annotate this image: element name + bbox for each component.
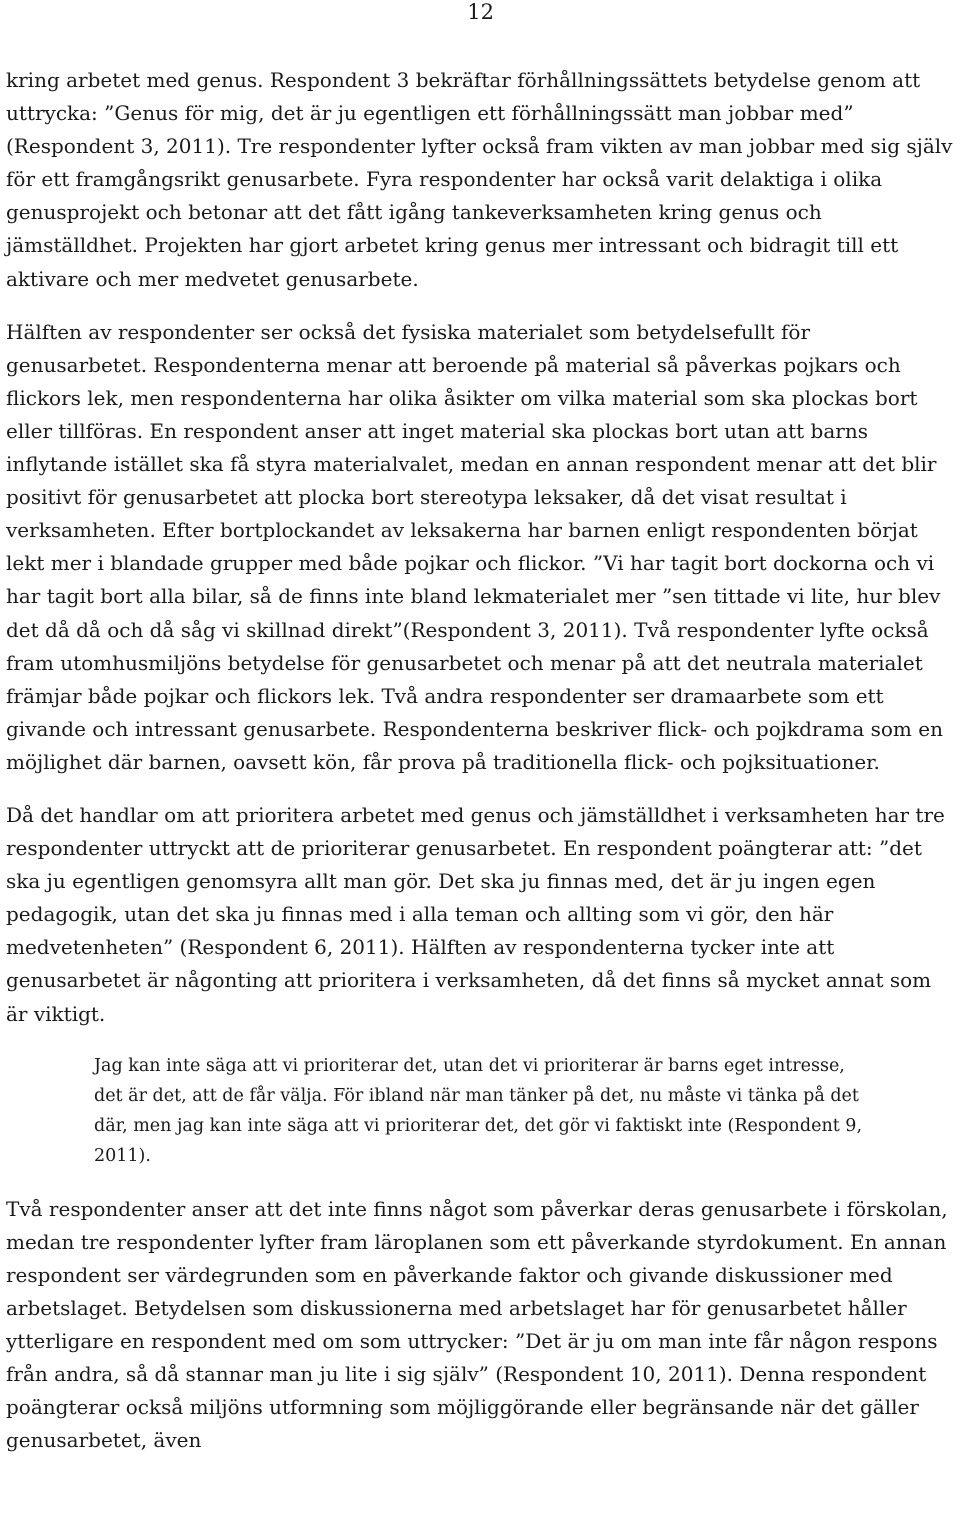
paragraph-genus-forhallningssatt: kring arbetet med genus. Respondent 3 bekräftar förhållningssättets betydelse genom att uttrycka: ”Genus för mig, det är ju egentligen ett förhållningssätt man jobbar med” (Respondent 3, 2011). Tre respondenter lyfter också fram vikten av man jobbar med sig själv för ett framgångsrikt genusarbete. Fyra respondenter har också varit delaktiga i olika genusprojekt och betonar att det fått igång tankeverksamheten kring genus och jämställdhet. Projekten har gjort arbetet kring genus mer intressant och bidragit till ett aktivare och mer medvetet genusarbete. xyxy=(6,68,953,291)
block-quote: Jag kan inte säga att vi prioriterar det, utan det vi prioriterar är barns eget intresse, det är det, att de får välja. För ibland när man tänker på det, nu måste vi tänka på det där, men jag kan inte säga att vi prioriterar det, det gör vi faktiskt inte (Respondent 9, 2011). xyxy=(94,1055,863,1166)
page-number: 12 xyxy=(467,0,494,24)
paragraph-paverkande-faktorer: Två respondenter anser att det inte finns något som påverkar deras genusarbete i förskolan, medan tre respondenter lyfter fram läroplanen som ett påverkande styrdokument. En annan respondent ser värdegrunden som en påverkande faktor och givande diskussioner med arbetslaget. Betydelsen som diskussionerna med arbetslaget har för genusarbetet håller ytterligare en respondent med om som uttrycker: ”Det är ju om man inte får någon respons från andra, så då stannar man ju lite i sig själv” (Respondent 10, 2011). Denna respondent poängterar också miljöns utformning som möjliggörande eller begränsande när det gäller genusarbetet, även xyxy=(6,1196,948,1453)
paragraph-fysiska-materialet: Hälften av respondenter ser också det fysiska materialet som betydelsefullt för genusarbetet. Respondenterna menar att beroende på material så påverkas pojkars och flickors lek, men respondenterna har olika åsikter om vilka material som ska plockas bort eller tillföras. En respondent anser att inget material ska plockas bort utan att barns inflytande istället ska få styra materialvalet, medan en annan respondent menar att det blir positivt för genusarbetet att plocka bort stereotypa leksaker, då det visat resultat i verksamheten. Efter bortplockandet av leksakerna har barnen enligt respondenten börjat lekt mer i blandade grupper med både pojkar och flickor. ”Vi har tagit bort dockorna och vi har tagit bort alla bilar, så de finns inte bland lekmaterialet mer ”sen tittade vi lite, hur blev det då då och då såg vi skillnad direkt”(Respondent 3, 2011). Två respondenter lyfte också fram utomhusmiljöns betydelse för genusarbetet och menar på att det neutrala materialet främjar både pojkar och flickors lek. Två andra respondenter ser dramaarbete som ett givande och intressant genusarbete. Respondenterna beskriver flick- och pojkdrama som en möjlighet där barnen, oavsett kön, får prova på traditionella flick- och pojksituationer. xyxy=(6,319,943,774)
document-body xyxy=(6,64,956,1477)
paragraph-prioritera-arbetet: Då det handlar om att prioritera arbetet med genus och jämställdhet i verksamheten har tre respondenter uttryckt att de prioriterar genusarbetet. En respondent poängterar att: ”det ska ju egentligen genomsyra allt man gör. Det ska ju finnas med, det är ju ingen egen pedagogik, utan det ska ju finnas med i alla teman och allting som vi gör, den här medvetenheten” (Respondent 6, 2011). Hälften av respondenterna tycker inte att genusarbetet är någonting att prioritera i verksamheten, då det finns så mycket annat som är viktigt. xyxy=(6,802,945,1026)
